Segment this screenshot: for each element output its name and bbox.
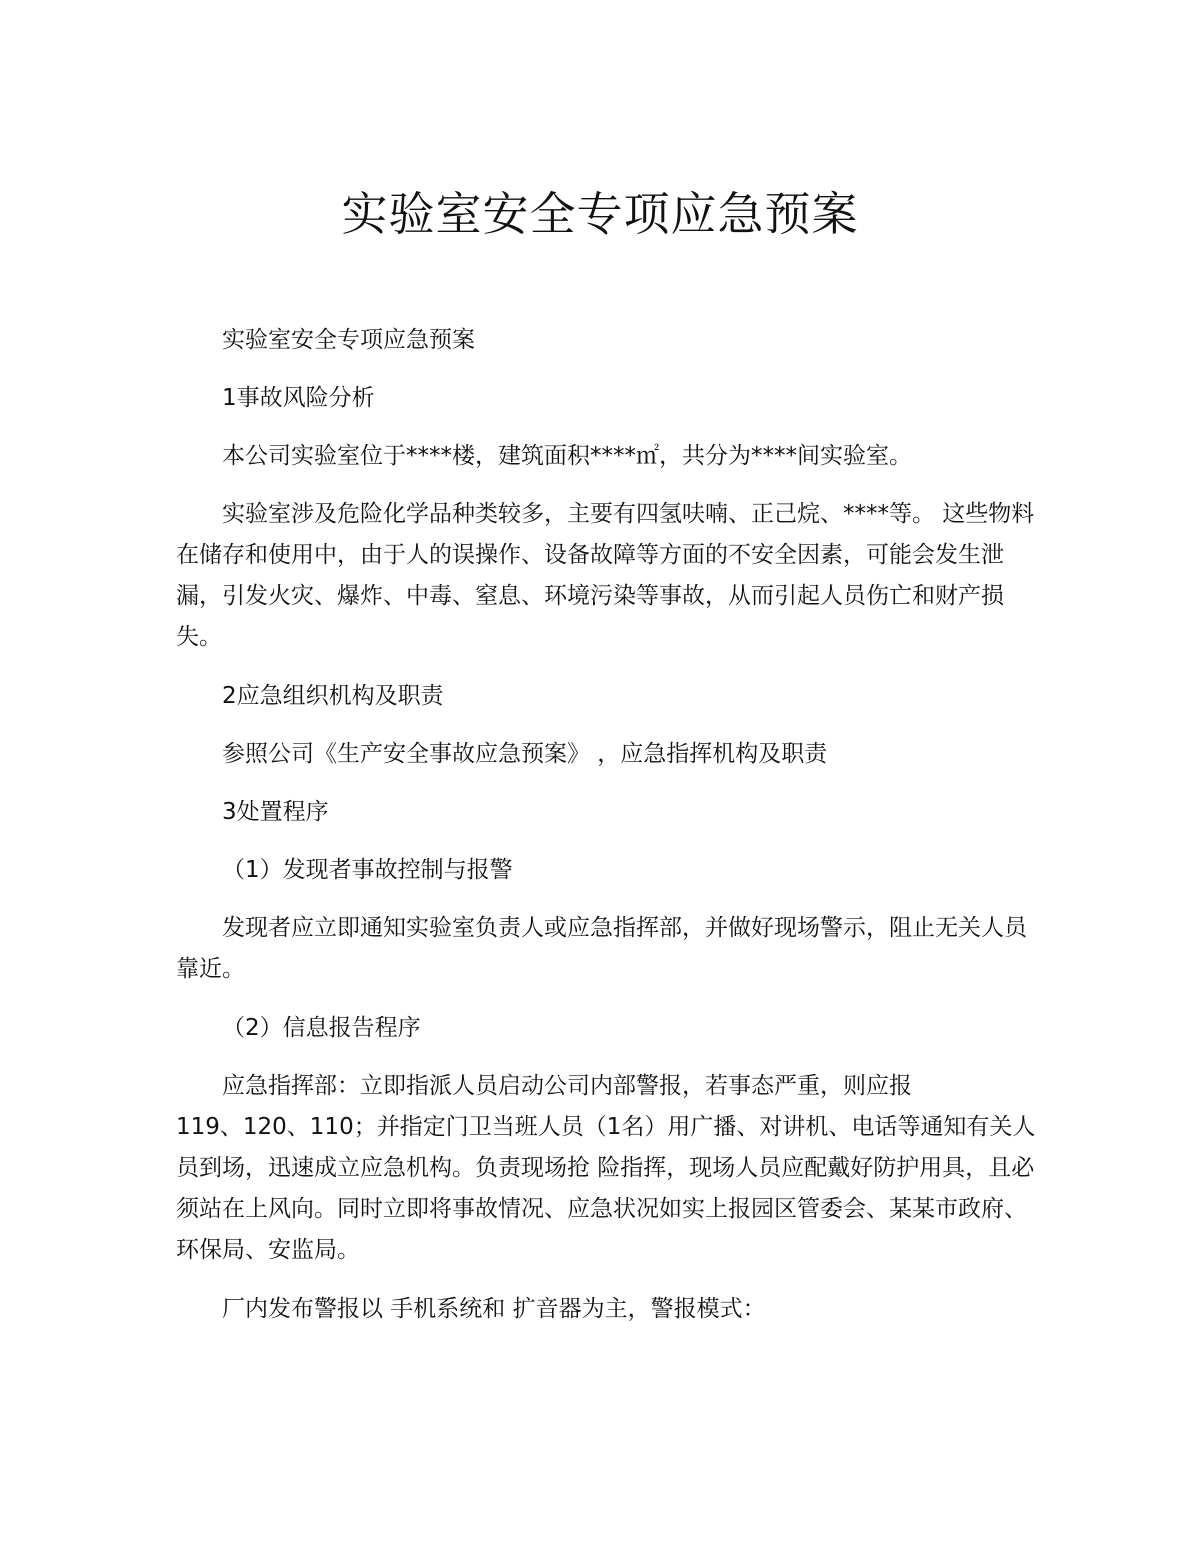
paragraph-organization-reference: 参照公司《生产安全事故应急预案》 ，应急指挥机构及职责 xyxy=(222,741,828,767)
paragraph-heading-repeat: 实验室安全专项应急预案 xyxy=(222,327,475,353)
section-heading-organization: 2应急组织机构及职责 xyxy=(222,683,444,709)
document-title: 实验室安全专项应急预案 xyxy=(341,187,859,241)
subheading-information-report: （2）信息报告程序 xyxy=(222,1015,421,1041)
section-heading-procedure: 3处置程序 xyxy=(222,799,329,825)
paragraph-emergency-numbers: 119、120、110；并指定门卫当班人员（1名）用广播、对讲机、电话等通知有关人员到场，迅速成立应急机构。负责现场抢 险指挥，现场人员应配戴好防护用具，且必须站在上风向。同时立即将事故情况、应急状况如实上报园区管委会、某某市政府、环保局、安监局。 xyxy=(176,1114,1036,1263)
document-body xyxy=(176,320,1036,1330)
paragraph-command-alarm: 应急指挥部：立即指派人员启动公司内部警报，若事态严重，则应报 xyxy=(222,1073,912,1099)
paragraph-alarm-mode: 厂内发布警报以 手机系统和 扩音器为主，警报模式： xyxy=(222,1296,766,1322)
section-heading-risk-analysis: 1事故风险分析 xyxy=(222,385,375,411)
paragraph-discoverer-action: 发现者应立即通知实验室负责人或应急指挥部，并做好现场警示，阻止无关人员靠近。 xyxy=(176,915,1027,982)
paragraph-lab-location: 本公司实验室位于****楼，建筑面积****㎡，共分为****间实验室。 xyxy=(222,443,912,469)
paragraph-hazard-description: 实验室涉及危险化学品种类较多，主要有四氢呋喃、正己烷、****等。 这些物料在储存和使用中，由于人的误操作、设备故障等方面的不安全因素，可能会发生泄漏，引发火灾、爆炸、中毒、窒息、环境污染等事故，从而引起人员伤亡和财产损失。 xyxy=(176,501,1035,650)
subheading-discoverer-control: （1）发现者事故控制与报警 xyxy=(222,857,513,883)
